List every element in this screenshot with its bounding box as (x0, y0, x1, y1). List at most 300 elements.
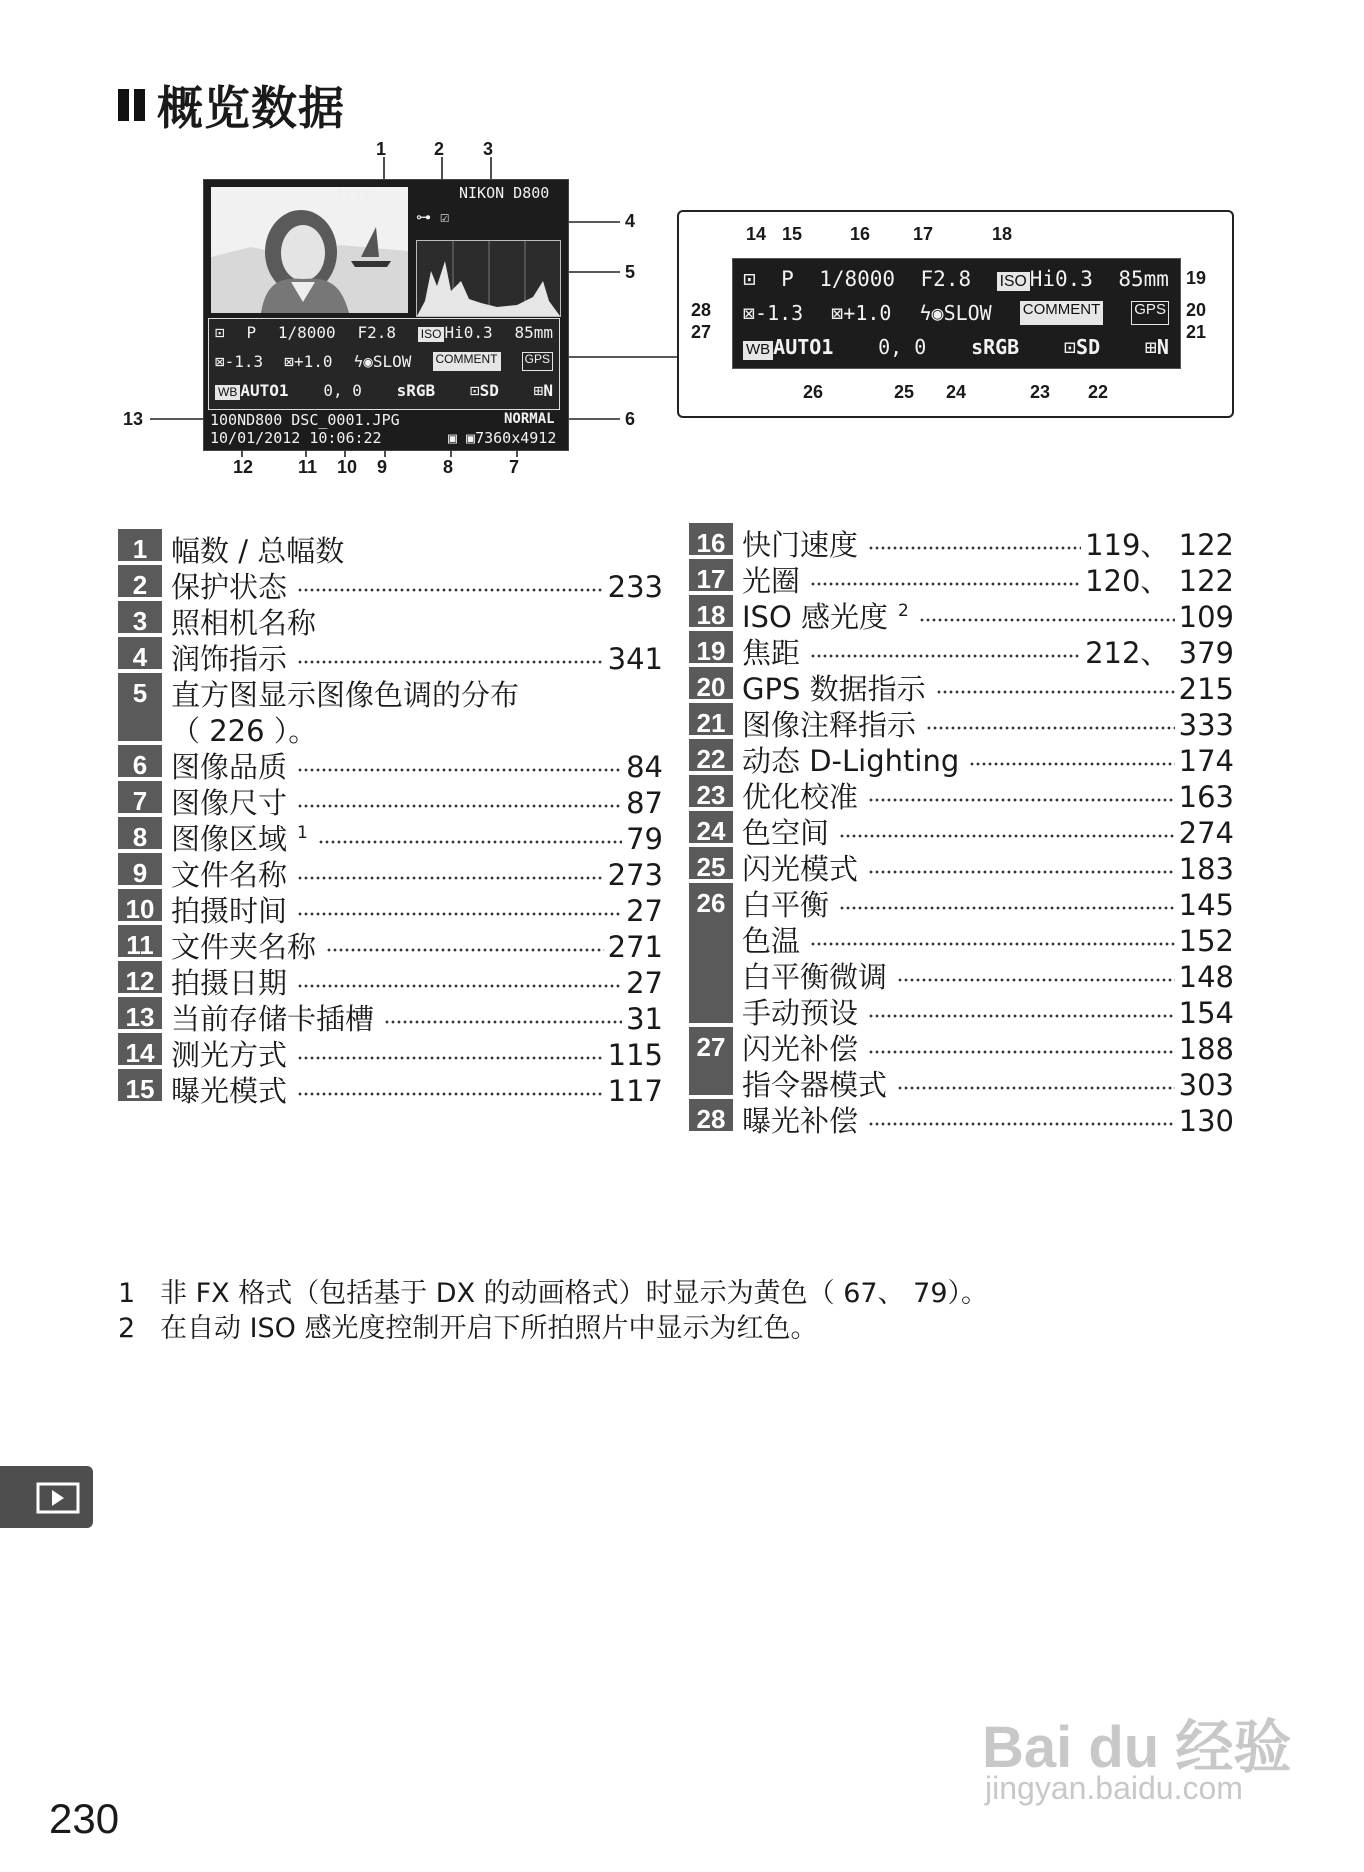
entry-label (742, 883, 829, 924)
callout-16: 16 (850, 224, 871, 244)
callout-18: 18 (992, 224, 1013, 244)
page-reference: 154 (1178, 996, 1234, 1030)
zoom-info-panel (732, 258, 1181, 369)
camera-name: NIKON D800 (459, 184, 550, 202)
index-number-badge: 16 (689, 523, 733, 555)
entry-label (742, 1063, 887, 1104)
entry-label (742, 631, 800, 672)
index-number-badge: 14 (118, 1033, 162, 1065)
index-entry (742, 667, 1234, 706)
index-row (118, 925, 663, 964)
page-reference: 174 (1178, 744, 1234, 778)
index-row (689, 667, 1234, 706)
callout-3: 3 (483, 139, 494, 159)
index-number-badge: 20 (689, 667, 733, 699)
entry-label-text: 曝光补偿 (742, 1104, 859, 1138)
entry-label (742, 919, 800, 960)
focal-length: 85mm (514, 323, 553, 342)
picture-control-icon: ⊡ (469, 381, 480, 400)
footnote-ref: 2 (898, 601, 909, 622)
exposure-comp-icon: ⊠ (215, 352, 225, 371)
index-entry (742, 703, 1234, 742)
callout-17: 17 (913, 224, 934, 244)
protect-icon: ⊶ ☑ (416, 208, 450, 226)
page-reference: 79 (626, 822, 663, 856)
watermark-brand: Bai du 经验 (982, 1715, 1292, 1780)
wb-fine-tune: 0, 0 (323, 381, 362, 400)
entry-label-text: 焦距 (742, 636, 801, 670)
page-reference: 145 (1178, 888, 1234, 922)
index-entry (742, 847, 1234, 886)
index-number-badge: 9 (118, 853, 162, 885)
index-entry (171, 781, 663, 820)
index-row (689, 559, 1234, 598)
flash-comp-icon: ⊠ (284, 352, 294, 371)
zoom-iso-value: Hi0.3 (1029, 267, 1093, 291)
entry-label (171, 781, 287, 822)
index-number-badge: 13 (118, 997, 162, 1029)
dot-leader (318, 840, 622, 844)
title-marker (134, 89, 145, 121)
index-number-badge: 10 (118, 889, 162, 921)
zoom-flash-comp: +1.0 (843, 301, 892, 325)
zoom-white-balance: AUTO1 (773, 335, 834, 359)
index-entry (742, 955, 1234, 994)
index-number-badge: 6 (118, 745, 162, 777)
entry-label-text: 白平衡微调 (742, 960, 888, 994)
footnote-text: 非 FX 格式（包括基于 DX 的动画格式）时显示为黄色（ 67、 79）。 (160, 1278, 989, 1309)
callout-13: 13 (123, 409, 144, 429)
page-reference: 163 (1178, 780, 1234, 814)
index-entry (171, 529, 663, 568)
image-area-icon: ▣ ▣ (448, 429, 476, 447)
zoom-exposure-mode: P (781, 267, 794, 291)
index-row (118, 817, 663, 856)
dot-leader (868, 1122, 1175, 1126)
page-reference: 130 (1178, 1104, 1234, 1138)
entry-label-text: 闪光补偿 (742, 1032, 859, 1066)
index-number-badge: 22 (689, 739, 733, 771)
footnote-text: 在自动 ISO 感光度控制开启下所拍照片中显示为红色。 (160, 1313, 818, 1344)
entry-label-text: 拍摄时间 (171, 894, 288, 928)
entry-label-text: 动态 D-Lighting (742, 744, 960, 778)
page-reference: 31 (626, 1002, 663, 1036)
flash-mode-icon: ϟ◉ (353, 352, 373, 371)
zoom-iso-label: ISO (997, 272, 1030, 291)
playback-icon (0, 1466, 93, 1528)
footnote-2 (118, 1306, 818, 1345)
index-row (689, 1099, 1234, 1138)
entry-label (742, 847, 858, 888)
sample-photo (211, 187, 408, 313)
entry-label-text: 测光方式 (171, 1038, 288, 1072)
page-reference: 115 (607, 1038, 663, 1072)
dot-leader (297, 768, 622, 772)
dot-leader (926, 726, 1175, 730)
dot-leader (384, 1020, 622, 1024)
page-reference: 271 (607, 930, 663, 964)
comment-indicator: COMMENT (433, 352, 501, 371)
index-list-right (689, 523, 1234, 1233)
index-number-badge: 25 (689, 847, 733, 879)
zoom-flash-mode-icon: ϟ◉ (919, 301, 944, 325)
page-reference: 333 (1178, 708, 1234, 742)
dot-leader (810, 654, 1081, 658)
callout-22: 22 (1088, 382, 1109, 402)
index-number-badge: 27 (689, 1027, 733, 1095)
entry-label (171, 637, 287, 678)
entry-label (742, 1099, 858, 1140)
zoom-flash-mode: SLOW (943, 301, 992, 325)
dot-leader (897, 978, 1175, 982)
index-number-badge: 23 (689, 775, 733, 807)
zoom-metering-icon: ⊡ (743, 267, 756, 291)
zoom-wb-label: WB (743, 341, 773, 360)
entry-label-text: 闪光模式 (742, 852, 859, 886)
index-row (689, 739, 1234, 778)
zoom-picture-control: SD (1076, 335, 1101, 359)
dot-leader (297, 1056, 604, 1060)
index-number-badge: 15 (118, 1069, 162, 1101)
shooting-info-panel (208, 318, 560, 410)
index-number-badge: 4 (118, 637, 162, 669)
dot-leader (936, 690, 1175, 694)
wb-label: WB (215, 385, 240, 400)
index-entry (742, 883, 1234, 922)
d-lighting-icon: ⊞ (533, 381, 544, 400)
entry-label-text: 图像品质 (171, 750, 288, 784)
dot-leader (297, 588, 604, 592)
camera-screen (203, 179, 569, 451)
page-reference: 119、 122 (1085, 528, 1234, 562)
entry-label (171, 709, 317, 750)
index-row (118, 1069, 663, 1108)
callout-21: 21 (1186, 322, 1207, 342)
dot-leader (839, 834, 1175, 838)
callout-8: 8 (443, 457, 454, 477)
picture-control: SD (479, 381, 499, 400)
page-reference: 120、 122 (1085, 564, 1234, 598)
page-reference: 215 (1178, 672, 1234, 706)
index-entry (171, 925, 663, 964)
dot-leader (297, 1092, 604, 1096)
entry-label-text: 文件夹名称 (171, 930, 317, 964)
dot-leader (868, 798, 1175, 802)
callout-1: 1 (376, 139, 387, 159)
entry-label-text: 图像尺寸 (171, 786, 288, 820)
entry-label-text: 图像注释指示 (742, 708, 917, 742)
callout-9: 9 (377, 457, 388, 477)
watermark-url: jingyan.baidu.com (985, 1770, 1243, 1806)
entry-label-text: 曝光模式 (171, 1074, 288, 1108)
page-reference: 341 (607, 642, 663, 676)
callout-11: 11 (298, 457, 318, 477)
entry-label-text: 幅数 / 总幅数 (171, 534, 345, 568)
index-row (118, 961, 663, 1000)
dot-leader (969, 762, 1174, 766)
index-row (689, 775, 1234, 814)
entry-label-text: 光圈 (742, 564, 801, 598)
d-lighting: N (543, 381, 553, 400)
shutter-speed: 1/8000 (277, 323, 336, 342)
index-number-badge: 3 (118, 601, 162, 633)
date-time: 10/01/2012 10:06:22 (210, 429, 382, 447)
index-number-badge: 2 (118, 565, 162, 597)
entry-label-text: 指令器模式 (742, 1068, 888, 1102)
zoom-shutter-speed: 1/8000 (819, 267, 896, 291)
entry-label-text: 文件名称 (171, 858, 288, 892)
index-number-badge: 5 (118, 673, 162, 741)
entry-label-text: ISO 感光度 (742, 600, 889, 634)
index-row (118, 637, 663, 676)
zoom-gps-indicator: GPS (1131, 301, 1169, 325)
entry-label (742, 703, 916, 744)
entry-label (171, 565, 287, 606)
image-size (448, 429, 556, 447)
index-entry (171, 673, 663, 712)
footnote-ref: 1 (297, 823, 308, 844)
entry-label (171, 853, 287, 894)
entry-label (742, 595, 909, 636)
index-row (689, 1027, 1234, 1102)
index-row (689, 847, 1234, 886)
callout-28: 28 (691, 300, 712, 320)
callout-2: 2 (434, 139, 445, 159)
page-reference: 27 (626, 966, 663, 1000)
index-entry (742, 775, 1234, 814)
dot-leader (810, 582, 1081, 586)
index-number-badge: 24 (689, 811, 733, 843)
zoom-picture-control-icon: ⊡ (1063, 335, 1077, 359)
callout-7: 7 (509, 457, 520, 477)
info-row-3 (215, 381, 553, 400)
dot-leader (297, 912, 622, 916)
footnote-1 (118, 1271, 988, 1310)
entry-label (742, 775, 858, 816)
index-entry (171, 601, 663, 640)
index-entry (171, 1069, 663, 1108)
entry-label (171, 925, 316, 966)
index-number-badge: 21 (689, 703, 733, 735)
dot-leader (868, 870, 1175, 874)
zoom-flash-comp-icon: ⊠ (831, 301, 844, 325)
dot-leader (297, 984, 622, 988)
index-row (118, 601, 663, 640)
dot-leader (897, 1086, 1175, 1090)
entry-label (171, 601, 316, 642)
dot-leader (868, 546, 1081, 550)
histogram (416, 240, 561, 317)
index-row (118, 853, 663, 892)
image-size-value: 7360x4912 (475, 429, 557, 447)
index-entry (742, 1099, 1234, 1138)
entry-label-text: 手动预设 (742, 996, 859, 1030)
index-row (118, 745, 663, 784)
index-row (689, 595, 1234, 634)
page-reference: 274 (1178, 816, 1234, 850)
index-list-left (118, 529, 663, 1229)
index-entry (742, 1063, 1234, 1102)
zoom-row-1 (743, 267, 1169, 291)
entry-label (171, 889, 287, 930)
dot-leader (297, 660, 604, 664)
dot-leader (297, 804, 622, 808)
index-row (118, 565, 663, 604)
flash-comp: +1.0 (293, 352, 333, 371)
flash-mode: SLOW (372, 352, 412, 371)
footnote-number: 2 (118, 1313, 136, 1344)
index-row (118, 673, 663, 748)
color-space: sRGB (396, 381, 436, 400)
callout-14: 14 (746, 224, 767, 244)
zoom-d-lighting-icon: ⊞ (1144, 335, 1157, 359)
iso-value: Hi0.3 (444, 323, 493, 342)
entry-label (171, 961, 287, 1002)
page-reference: 188 (1178, 1032, 1234, 1066)
callout-15: 15 (782, 224, 803, 244)
entry-label (171, 997, 374, 1038)
dot-leader (839, 906, 1175, 910)
callout-6: 6 (625, 409, 636, 429)
index-entry (171, 745, 663, 784)
callout-25: 25 (894, 382, 915, 402)
dot-leader (297, 876, 604, 880)
index-row (118, 889, 663, 928)
image-quality: NORMAL (504, 411, 555, 427)
entry-label-text: 直方图显示图像色调的分布 (171, 678, 520, 712)
index-number-badge: 11 (118, 925, 162, 957)
callout-19: 19 (1186, 268, 1207, 288)
index-row (689, 523, 1234, 562)
index-number-badge: 8 (118, 817, 162, 849)
entry-label-text: 色温 (742, 924, 801, 958)
index-entry (742, 595, 1234, 634)
section-title-text: 概览数据 (157, 81, 345, 135)
entry-label-text: 润饰指示 (171, 642, 288, 676)
zoom-focal-length: 85mm (1118, 267, 1169, 291)
zoom-aperture: F2.8 (920, 267, 972, 291)
zoom-exposure-comp-icon: ⊠ (743, 301, 756, 325)
index-number-badge: 1 (118, 529, 162, 561)
footnote-number: 1 (118, 1278, 136, 1309)
index-row (689, 631, 1234, 670)
page-reference: 152 (1178, 924, 1234, 958)
dot-leader (919, 618, 1175, 622)
entry-label-text: 白平衡 (742, 888, 830, 922)
entry-label (742, 739, 959, 780)
index-entry (742, 523, 1234, 562)
index-entry (742, 811, 1234, 850)
dot-leader (868, 1014, 1175, 1018)
iso-label: ISO (418, 327, 445, 342)
page-reference: 27 (626, 894, 663, 928)
page-reference: 273 (607, 858, 663, 892)
info-zoom-panel (677, 210, 1234, 418)
index-row (689, 883, 1234, 1030)
info-row-1 (215, 323, 553, 342)
portrait-photo-icon (211, 187, 408, 313)
zoom-exposure-comp: -1.3 (755, 301, 804, 325)
entry-label-text: （ 226 ）。 (171, 714, 318, 748)
gps-indicator: GPS (522, 352, 553, 371)
index-row (118, 1033, 663, 1072)
zoom-comment-indicator: COMMENT (1020, 301, 1104, 325)
index-entry (742, 1027, 1234, 1066)
dot-leader (868, 1050, 1175, 1054)
index-entry (171, 853, 663, 892)
page-reference: 148 (1178, 960, 1234, 994)
callout-5: 5 (625, 262, 636, 282)
index-entry (171, 1033, 663, 1072)
dot-leader (810, 942, 1175, 946)
entry-label-text: 快门速度 (742, 528, 859, 562)
title-marker (118, 89, 129, 121)
section-title (118, 72, 345, 138)
index-entry (742, 631, 1234, 670)
entry-label-text: GPS 数据指示 (742, 672, 926, 706)
callout-24: 24 (946, 382, 967, 402)
index-number-badge: 17 (689, 559, 733, 591)
frame-count: 1/12 (335, 185, 372, 203)
metering-icon: ⊡ (215, 323, 225, 342)
entry-label-text: 色空间 (742, 816, 830, 850)
folder-file-name: 100ND800 DSC_0001.JPG (210, 411, 400, 429)
page-reference: 109 (1178, 600, 1234, 634)
entry-label-text: 优化校准 (742, 780, 859, 814)
histogram-graph (417, 241, 560, 316)
zoom-row-3 (743, 335, 1169, 360)
entry-label-text: 当前存储卡插槽 (171, 1002, 375, 1036)
entry-label (171, 1069, 287, 1110)
entry-label (742, 559, 800, 600)
playback-tab[interactable] (0, 1466, 93, 1528)
index-number-badge: 18 (689, 595, 733, 627)
index-number-badge: 19 (689, 631, 733, 663)
entry-label-text: 照相机名称 (171, 606, 317, 640)
index-row (689, 811, 1234, 850)
index-row (118, 781, 663, 820)
callout-10: 10 (337, 457, 358, 477)
index-entry (742, 991, 1234, 1030)
page-reference: 84 (626, 750, 663, 784)
exposure-mode: P (246, 323, 257, 342)
entry-label (742, 991, 858, 1032)
index-entry (171, 889, 663, 928)
index-number-badge: 7 (118, 781, 162, 813)
zoom-row-2 (743, 301, 1169, 325)
entry-label (171, 1033, 287, 1074)
page-reference: 117 (607, 1074, 663, 1108)
callout-27: 27 (691, 322, 712, 342)
index-row (689, 703, 1234, 742)
entry-label-text: 保护状态 (171, 570, 288, 604)
zoom-d-lighting: N (1156, 335, 1169, 359)
entry-label (742, 523, 858, 564)
callout-4: 4 (625, 211, 636, 231)
page-number: 230 (49, 1795, 120, 1842)
entry-label (742, 955, 887, 996)
entry-label (742, 1027, 858, 1068)
index-number-badge: 26 (689, 883, 733, 1023)
entry-label (171, 817, 308, 858)
index-entry (742, 739, 1234, 778)
info-row-2 (215, 352, 553, 371)
index-entry (742, 559, 1234, 598)
index-entry (171, 565, 663, 604)
index-number-badge: 12 (118, 961, 162, 993)
callout-12: 12 (233, 457, 254, 477)
index-entry (171, 709, 663, 748)
